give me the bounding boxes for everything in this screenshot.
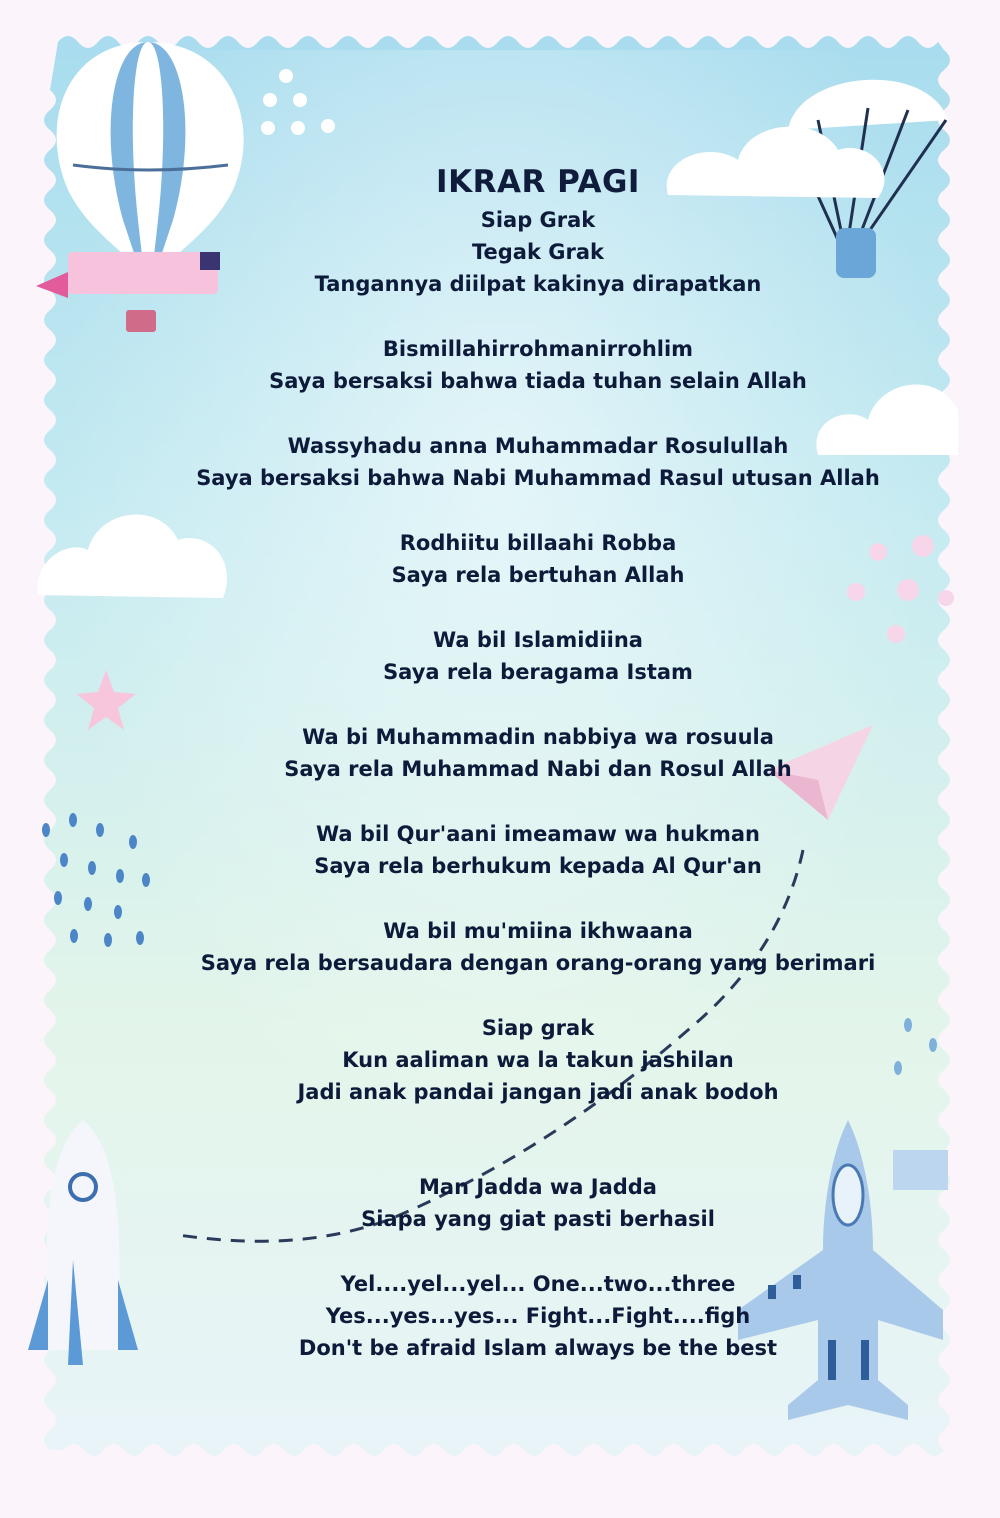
pledge-line: Siapa yang giat pasti berhasil	[361, 1207, 715, 1231]
stanza-1	[148, 204, 928, 300]
pledge-line: Saya bersaksi bahwa Nabi Muhammad Rasul utusan Allah	[196, 466, 880, 490]
pledge-line: Jadi anak pandai jangan jadi anak bodoh	[297, 1080, 779, 1104]
stanza-2	[148, 333, 928, 397]
pledge-line: Saya bersaksi bahwa tiada tuhan selain Allah	[269, 369, 807, 393]
pledge-line: Siap grak	[481, 1016, 595, 1040]
pledge-line: Yes...yes...yes... Fight...Fight....figh	[325, 1304, 751, 1328]
pledge-line: Wa bi Muhammadin nabbiya wa rosuula	[302, 725, 774, 749]
stanza-5	[148, 624, 928, 688]
pledge-line: Yel....yel...yel... One...two...three	[340, 1272, 736, 1296]
pledge-line: Siap Grak	[480, 208, 596, 232]
pledge-line: Tangannya diilpat kakinya dirapatkan	[314, 272, 762, 296]
stanza-8	[148, 915, 928, 979]
pledge-line: Wa bil mu'miina ikhwaana	[383, 919, 693, 943]
pledge-line: Saya rela berhukum kepada Al Qur'an	[314, 854, 762, 878]
stanza-7	[148, 818, 928, 882]
pledge-line: Don't be afraid Islam always be the best	[298, 1336, 778, 1360]
stanza-10	[148, 1171, 928, 1235]
pledge-line: Wa bil Qur'aani imeamaw wa hukman	[315, 822, 761, 846]
pledge-text	[148, 160, 928, 1364]
pledge-line: Saya rela bertuhan Allah	[391, 563, 685, 587]
pledge-line: Rodhiitu billaahi Robba	[399, 531, 677, 555]
pledge-line: Kun aaliman wa la takun jashilan	[342, 1048, 734, 1072]
page-title: IKRAR PAGI	[436, 164, 640, 200]
pledge-line: Man Jadda wa Jadda	[419, 1175, 657, 1199]
stanza-9	[148, 1012, 928, 1108]
stanza-3	[148, 430, 928, 494]
pledge-line: Wassyhadu anna Muhammadar Rosulullah	[287, 434, 789, 458]
pledge-line: Saya rela bersaudara dengan orang-orang yang berimari	[200, 951, 876, 975]
pledge-line: Saya rela Muhammad Nabi dan Rosul Allah	[284, 757, 792, 781]
stanza-4	[148, 527, 928, 591]
stanza-6	[148, 721, 928, 785]
pledge-line: Wa bil Islamidiina	[433, 628, 643, 652]
pledge-line: Bismillahirrohmanirrohlim	[382, 337, 694, 361]
poster-card	[28, 20, 974, 1498]
pledge-line: Tegak Grak	[472, 240, 604, 264]
pledge-line: Saya rela beragama Istam	[383, 660, 693, 684]
stanza-11	[148, 1268, 928, 1364]
